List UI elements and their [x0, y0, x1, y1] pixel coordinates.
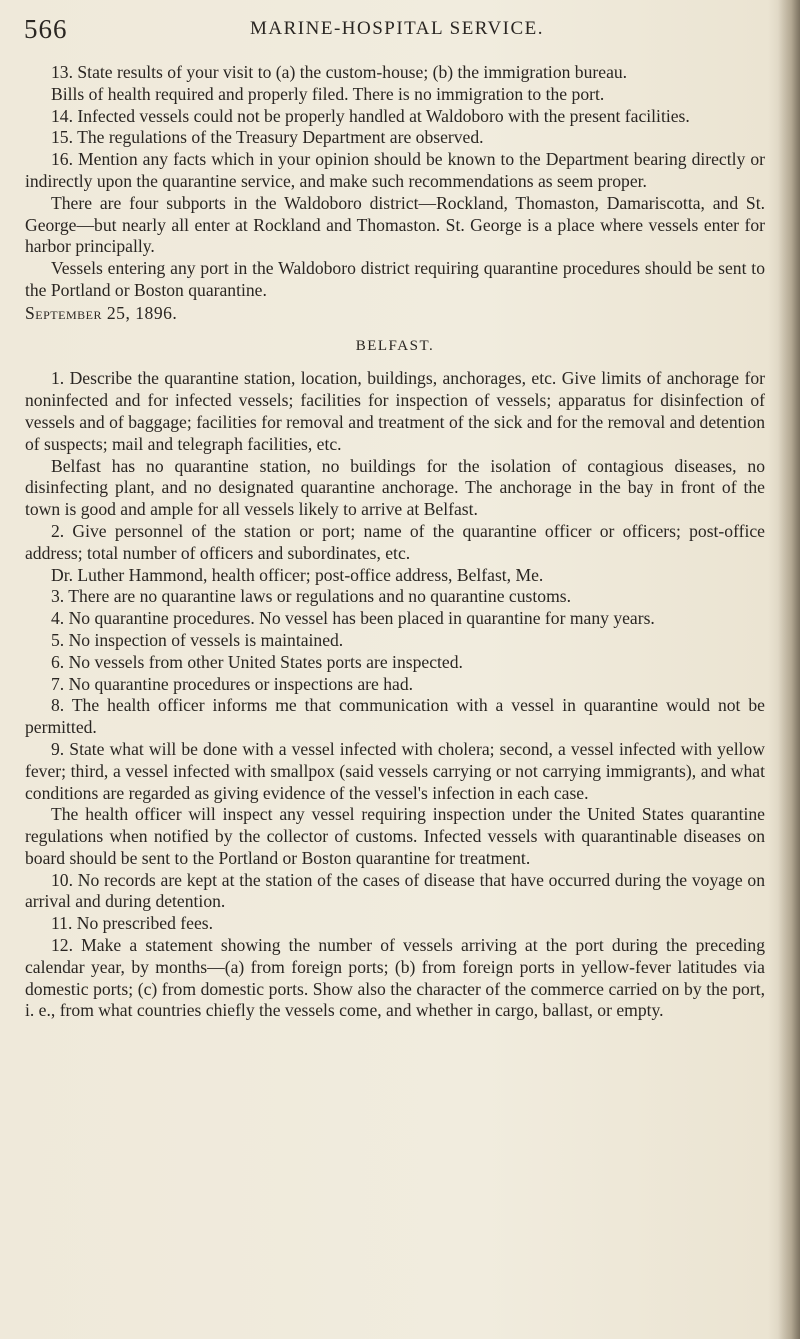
- paragraph-b4: 4. No quarantine procedures. No vessel has been placed in quarantine for many years.: [51, 608, 655, 629]
- paragraph-subports: There are four subports in the Waldoboro district—Rockland, Thomaston, Damariscotta, and St. George—but nearly all enter at Rockland and Thomaston. St. George is a place where vessels enter for harbor principally.: [25, 192, 765, 257]
- paragraph-b9-answer: The health officer will inspect any vessel requiring inspection under the United States quarantine regulations when notified by the collector of customs. Infected vessels with quarantinable diseases on board should be sent to the Portland or Boston quarantine for treatment.: [25, 804, 765, 868]
- section-title: BELFAST.: [355, 337, 435, 354]
- paragraph-b9: 9. State what will be done with a vessel infected with cholera; second, a vessel infected with yellow fever; third, a vessel infected with smallpox (said vessels carrying or not carrying immigrants), and what conditions are regarded as giving evidence of the vessel's infection in each case.: [25, 738, 765, 803]
- paragraph-b6: 6. No vessels from other United States ports are inspected.: [51, 651, 463, 672]
- paragraph-b1-answer: Belfast has no quarantine station, no buildings for the isolation of contagious diseases, no disinfecting plant, and no designated quarantine anchorage. The anchorage in the bay in front of the town is good and ample for all vessels likely to arrive at Belfast.: [25, 455, 765, 520]
- paragraph-b8: 8. The health officer informs me that communication with a vessel in quarantine would not be permitted.: [25, 695, 765, 738]
- paragraph-b10: 10. No records are kept at the station of the cases of disease that have occurred during the voyage on arrival and during detention.: [25, 869, 765, 912]
- paragraph-q15: 15. The regulations of the Treasury Department are observed.: [51, 127, 484, 148]
- page-header: [24, 14, 764, 54]
- paragraph-b7: 7. No quarantine procedures or inspections are had.: [51, 673, 414, 694]
- paragraph-b5: 5. No inspection of vessels is maintained.: [51, 629, 344, 650]
- paragraph-q14: 14. Infected vessels could not be properly handled at Waldoboro with the present facilities.: [51, 105, 690, 126]
- paragraph-vessels-entering: Vessels entering any port in the Waldoboro district requiring quarantine procedures should be sent to the Portland or Boston quarantine.: [25, 258, 765, 300]
- date-line: September 25, 1896.: [25, 302, 178, 323]
- paragraph-q16: 16. Mention any facts which in your opinion should be known to the Department bearing directly or indirectly upon the quarantine service, and make such recommendations as seem proper.: [25, 149, 765, 191]
- paragraph-b12: 12. Make a statement showing the number of vessels arriving at the port during the preceding calendar year, by months—(a) from foreign ports; (b) from foreign ports in yellow-fever latitudes via domestic ports; (c) from domestic ports. Show also the character of the commerce carried on by the port, i. e., from what countries chiefly the vessels come, and whether in cargo, ballast, or empty.: [25, 935, 765, 1021]
- paragraph-q13: 13. State results of your visit to (a) the custom-house; (b) the immigration bureau.: [51, 62, 628, 82]
- running-head: MARINE-HOSPITAL SERVICE.: [250, 18, 545, 39]
- paragraph-b1: 1. Describe the quarantine station, location, buildings, anchorages, etc. Give limits of anchorage for noninfected and for infected vessels; facilities for inspection of vessels; apparatus for disinfection of vessels and of baggage; facilities for removal and treatment of the sick and for the removal and detention of suspects; mail and telegraph facilities, etc.: [25, 368, 765, 454]
- paragraph-bills-of-health: Bills of health required and properly filed. There is no immigration to the port.: [51, 83, 605, 104]
- page-edge-shadow: [778, 0, 800, 1339]
- page-body: [25, 62, 765, 1022]
- page-number: 566: [24, 14, 68, 44]
- paragraph-b2-answer: Dr. Luther Hammond, health officer; post-office address, Belfast, Me.: [51, 564, 544, 585]
- paragraph-b11: 11. No prescribed fees.: [51, 913, 214, 934]
- paragraph-b3: 3. There are no quarantine laws or regulations and no quarantine customs.: [51, 586, 571, 607]
- paragraph-b2: 2. Give personnel of the station or port; name of the quarantine officer or officers; post-office address; total number of officers and subordinates, etc.: [25, 520, 765, 563]
